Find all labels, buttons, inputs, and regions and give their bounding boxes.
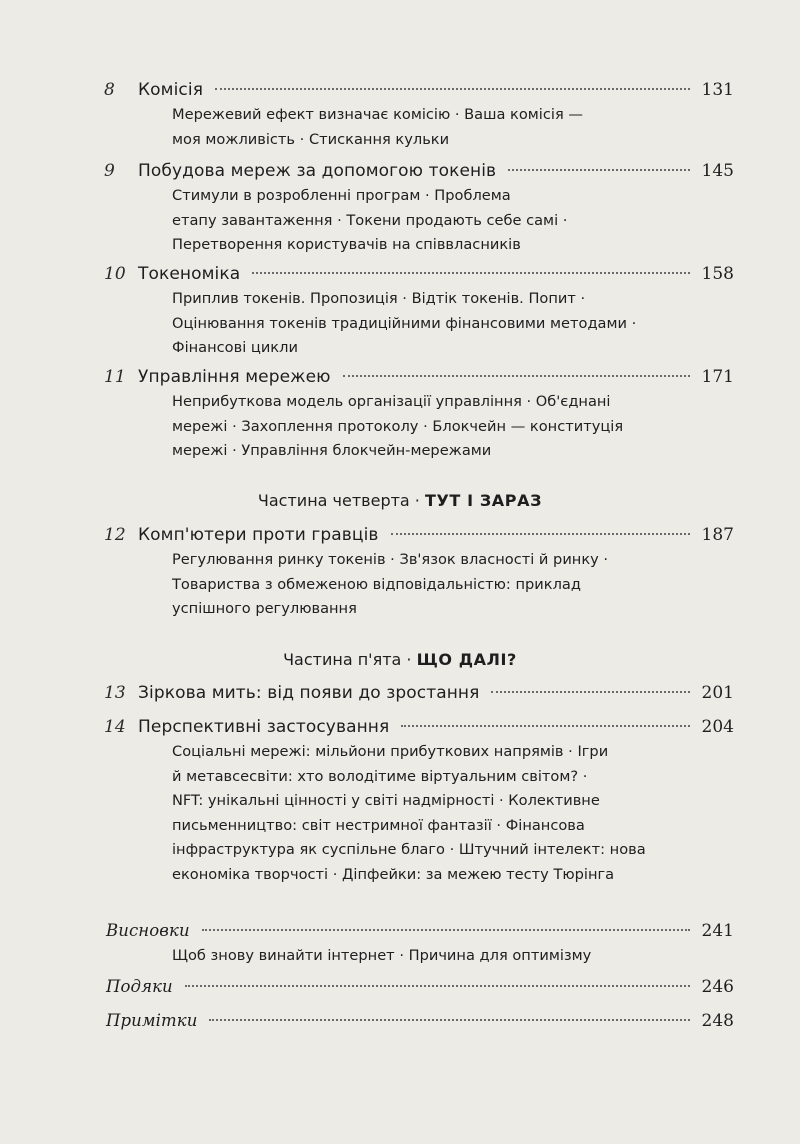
chapter-number: 14 [104,717,126,737]
dot-leader [252,272,689,274]
page-number[interactable]: 145 [701,161,734,181]
chapter-subtopics: мережі · Захоплення протоколу · Блокчейн — конституція [172,417,624,435]
toc-entry-9 [0,158,800,258]
chapter-subtopics: й метавсесвіти: хто володітиме віртуальним світом? · [172,767,588,785]
dot-leader [401,725,689,727]
toc-entry-13 [0,680,800,706]
page-number[interactable]: 158 [701,264,734,284]
dot-leader [508,169,689,171]
section-title[interactable]: Примітки [106,1011,198,1030]
part-label: Частина п'ята · [283,650,417,669]
page-number[interactable]: 171 [701,367,734,387]
dot-leader [209,1019,689,1021]
toc-entry-conclusions [0,918,800,969]
chapter-number: 10 [104,264,126,284]
chapter-title[interactable]: Побудова мереж за допомогою токенів [138,161,497,181]
chapter-title[interactable]: Токеноміка [138,264,241,284]
chapter-title[interactable]: Комісія [138,80,204,100]
chapter-subtopics: NFT: унікальні цінності у світі надмірності · Колективне [172,792,600,809]
chapter-subtopics: Стимули в розробленні програм · Проблема [172,187,511,204]
toc-entry-8 [0,77,800,152]
section-title[interactable]: Подяки [106,977,173,996]
part-label: Частина четверта · [257,491,425,510]
chapter-subtopics: етапу завантаження · Токени продають себе самі · [172,211,568,229]
chapter-subtopics: Оцінювання токенів традиційними фінансовими методами · [172,314,637,332]
chapter-subtopics: Соціальні мережі: мільйони прибуткових напрямів · Ігри [172,743,609,760]
dot-leader [343,375,690,377]
part-heading-five [0,648,800,672]
page-number[interactable]: 204 [701,717,734,737]
toc-entry-10 [0,261,800,361]
page-number[interactable]: 131 [701,80,734,100]
chapter-title[interactable]: Управління мережею [138,367,331,387]
page-number[interactable]: 246 [701,977,734,997]
section-title[interactable]: Висновки [106,921,190,940]
section-subtopics: Щоб знову винайти інтернет · Причина для оптимізму [172,947,592,964]
toc-entry-acknowledgements [0,974,800,1000]
part-heading-four [0,489,800,513]
toc-entry-notes [0,1008,800,1034]
chapter-subtopics: мережі · Управління блокчейн-мережами [172,442,492,459]
chapter-number: 13 [104,683,126,703]
part-name: ТУТ І ЗАРАЗ [424,491,543,510]
chapter-title[interactable]: Зіркова мить: від появи до зростання [138,683,480,703]
chapter-subtopics: моя можливість · Стискання кульки [172,130,450,148]
chapter-subtopics: інфраструктура як суспільне благо · Штучний інтелект: нова [172,841,646,858]
page-number[interactable]: 248 [701,1011,734,1031]
toc-entry-12 [0,522,800,622]
chapter-subtopics: Перетворення користувачів на співвласників [172,236,521,253]
chapter-subtopics: Мережевий ефект визначає комісію · Ваша комісія — [172,106,583,123]
dot-leader [491,691,689,693]
chapter-subtopics: економіка творчості · Діпфейки: за межею тесту Тюрінга [172,865,615,883]
chapter-subtopics: Фінансові цикли [172,339,298,356]
dot-leader [215,88,690,90]
chapter-number: 8 [104,80,115,100]
chapter-number: 11 [104,367,126,387]
chapter-subtopics: Товариства з обмеженою відповідальністю: приклад [172,575,581,593]
chapter-number: 12 [104,525,126,545]
page-number[interactable]: 201 [701,683,734,703]
chapter-subtopics: успішного регулювання [172,600,357,617]
chapter-title[interactable]: Комп'ютери проти гравців [138,525,379,545]
dot-leader [391,533,690,535]
part-name: ЩО ДАЛІ? [416,650,517,669]
dot-leader [185,985,690,987]
chapter-subtopics: Неприбуткова модель організації управління · Об'єднані [172,393,611,410]
chapter-subtopics: письменництво: світ нестримної фантазії · Фінансова [172,816,585,834]
chapter-title[interactable]: Перспективні застосування [138,717,390,737]
page-number[interactable]: 187 [701,525,734,545]
toc-entry-14 [0,714,800,887]
chapter-number: 9 [104,161,115,181]
dot-leader [202,929,690,931]
chapter-subtopics: Регулювання ринку токенів · Зв'язок власності й ринку · [172,551,609,568]
page-number[interactable]: 241 [701,921,734,941]
chapter-subtopics: Приплив токенів. Пропозиція · Відтік токенів. Попит · [172,290,586,307]
toc-entry-11 [0,364,800,464]
